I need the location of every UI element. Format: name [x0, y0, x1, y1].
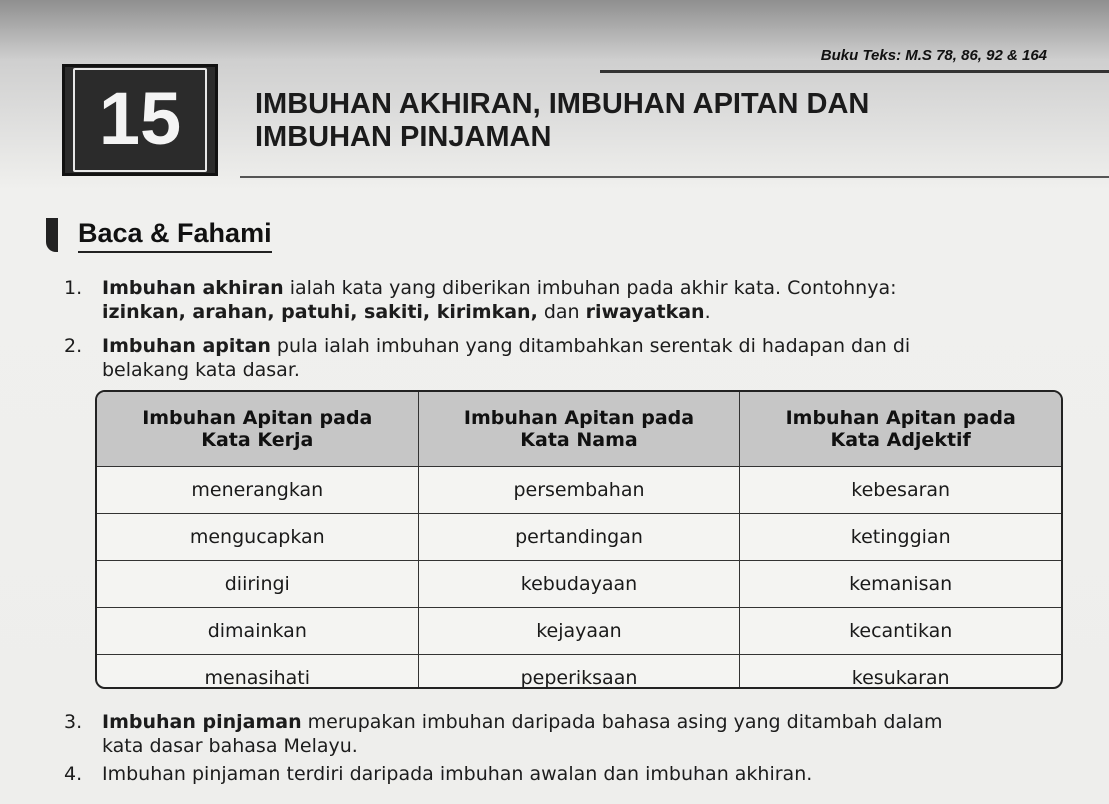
header-kata-adjektif: Imbuhan Apitan pada Kata Adjektif — [740, 392, 1061, 467]
point-term: Imbuhan apitan — [102, 335, 271, 357]
table-cell: kesukaran — [851, 667, 950, 689]
section-heading — [46, 216, 272, 254]
table-cell: mengucapkan — [97, 514, 418, 561]
chapter-title-line1: IMBUHAN AKHIRAN, IMBUHAN APITAN DAN — [255, 88, 870, 120]
point-1 — [64, 276, 1064, 324]
table-header-row — [97, 392, 1061, 467]
point-text: merupakan imbuhan daripada bahasa asing yang ditambah dalam — [301, 711, 943, 733]
example-words: izinkan, arahan, patuhi, sakiti, kirimkan, — [102, 301, 538, 323]
period: . — [704, 301, 711, 323]
example-word-last: riwayatkan — [585, 301, 705, 323]
table-row — [97, 561, 1061, 608]
header-kata-kerja: Imbuhan Apitan pada Kata Kerja — [97, 392, 418, 467]
header-rule — [600, 70, 1109, 73]
point-text-cont: kata dasar bahasa Melayu. — [102, 735, 358, 757]
point-number: 2. — [64, 335, 83, 357]
section-label: Baca & Fahami — [78, 218, 272, 253]
point-term: Imbuhan pinjaman — [102, 711, 302, 733]
table-cell: ketinggian — [740, 514, 1061, 561]
title-divider — [240, 176, 1109, 178]
table-cell: peperiksaan — [418, 655, 740, 690]
table-cell: menerangkan — [97, 467, 418, 514]
table-cell: persembahan — [418, 467, 740, 514]
point-2 — [64, 334, 1064, 382]
table-cell: menasihati — [97, 655, 418, 690]
point-number: 3. — [64, 711, 83, 733]
table-row — [97, 467, 1061, 514]
chapter-title — [255, 88, 1055, 154]
table-cell: kemanisan — [740, 561, 1061, 608]
apitan-table — [95, 390, 1063, 689]
point-number: 4. — [64, 763, 83, 785]
table-cell: kebesaran — [740, 467, 1061, 514]
chapter-title-line2: IMBUHAN PINJAMAN — [255, 121, 552, 153]
table-row — [97, 608, 1061, 655]
point-text-cont: belakang kata dasar. — [102, 359, 300, 381]
table-cell: dimainkan — [97, 608, 418, 655]
point-term: Imbuhan akhiran — [102, 277, 284, 299]
header-kata-nama: Imbuhan Apitan pada Kata Nama — [418, 392, 740, 467]
point-text: ialah kata yang diberikan imbuhan pada akhir kata. Contohnya: — [283, 277, 897, 299]
point-number: 1. — [64, 277, 83, 299]
point-text: pula ialah imbuhan yang ditambahkan serentak di hadapan dan di — [270, 335, 911, 357]
textbook-reference: Buku Teks: M.S 78, 86, 92 & 164 — [820, 47, 1047, 64]
point-3 — [64, 710, 1064, 758]
point-4 — [64, 762, 1064, 786]
section-marker-icon — [46, 218, 58, 252]
chapter-number: 15 — [73, 68, 207, 172]
table-row — [97, 655, 1061, 690]
connector-text: dan — [537, 301, 586, 323]
table-cell: pertandingan — [418, 514, 740, 561]
table-cell: kejayaan — [418, 608, 740, 655]
table-cell: diiringi — [97, 561, 418, 608]
table-row — [97, 514, 1061, 561]
table-cell: kebudayaan — [418, 561, 740, 608]
table-cell: kecantikan — [740, 608, 1061, 655]
point-text: Imbuhan pinjaman terdiri daripada imbuhan awalan dan imbuhan akhiran. — [102, 763, 813, 785]
